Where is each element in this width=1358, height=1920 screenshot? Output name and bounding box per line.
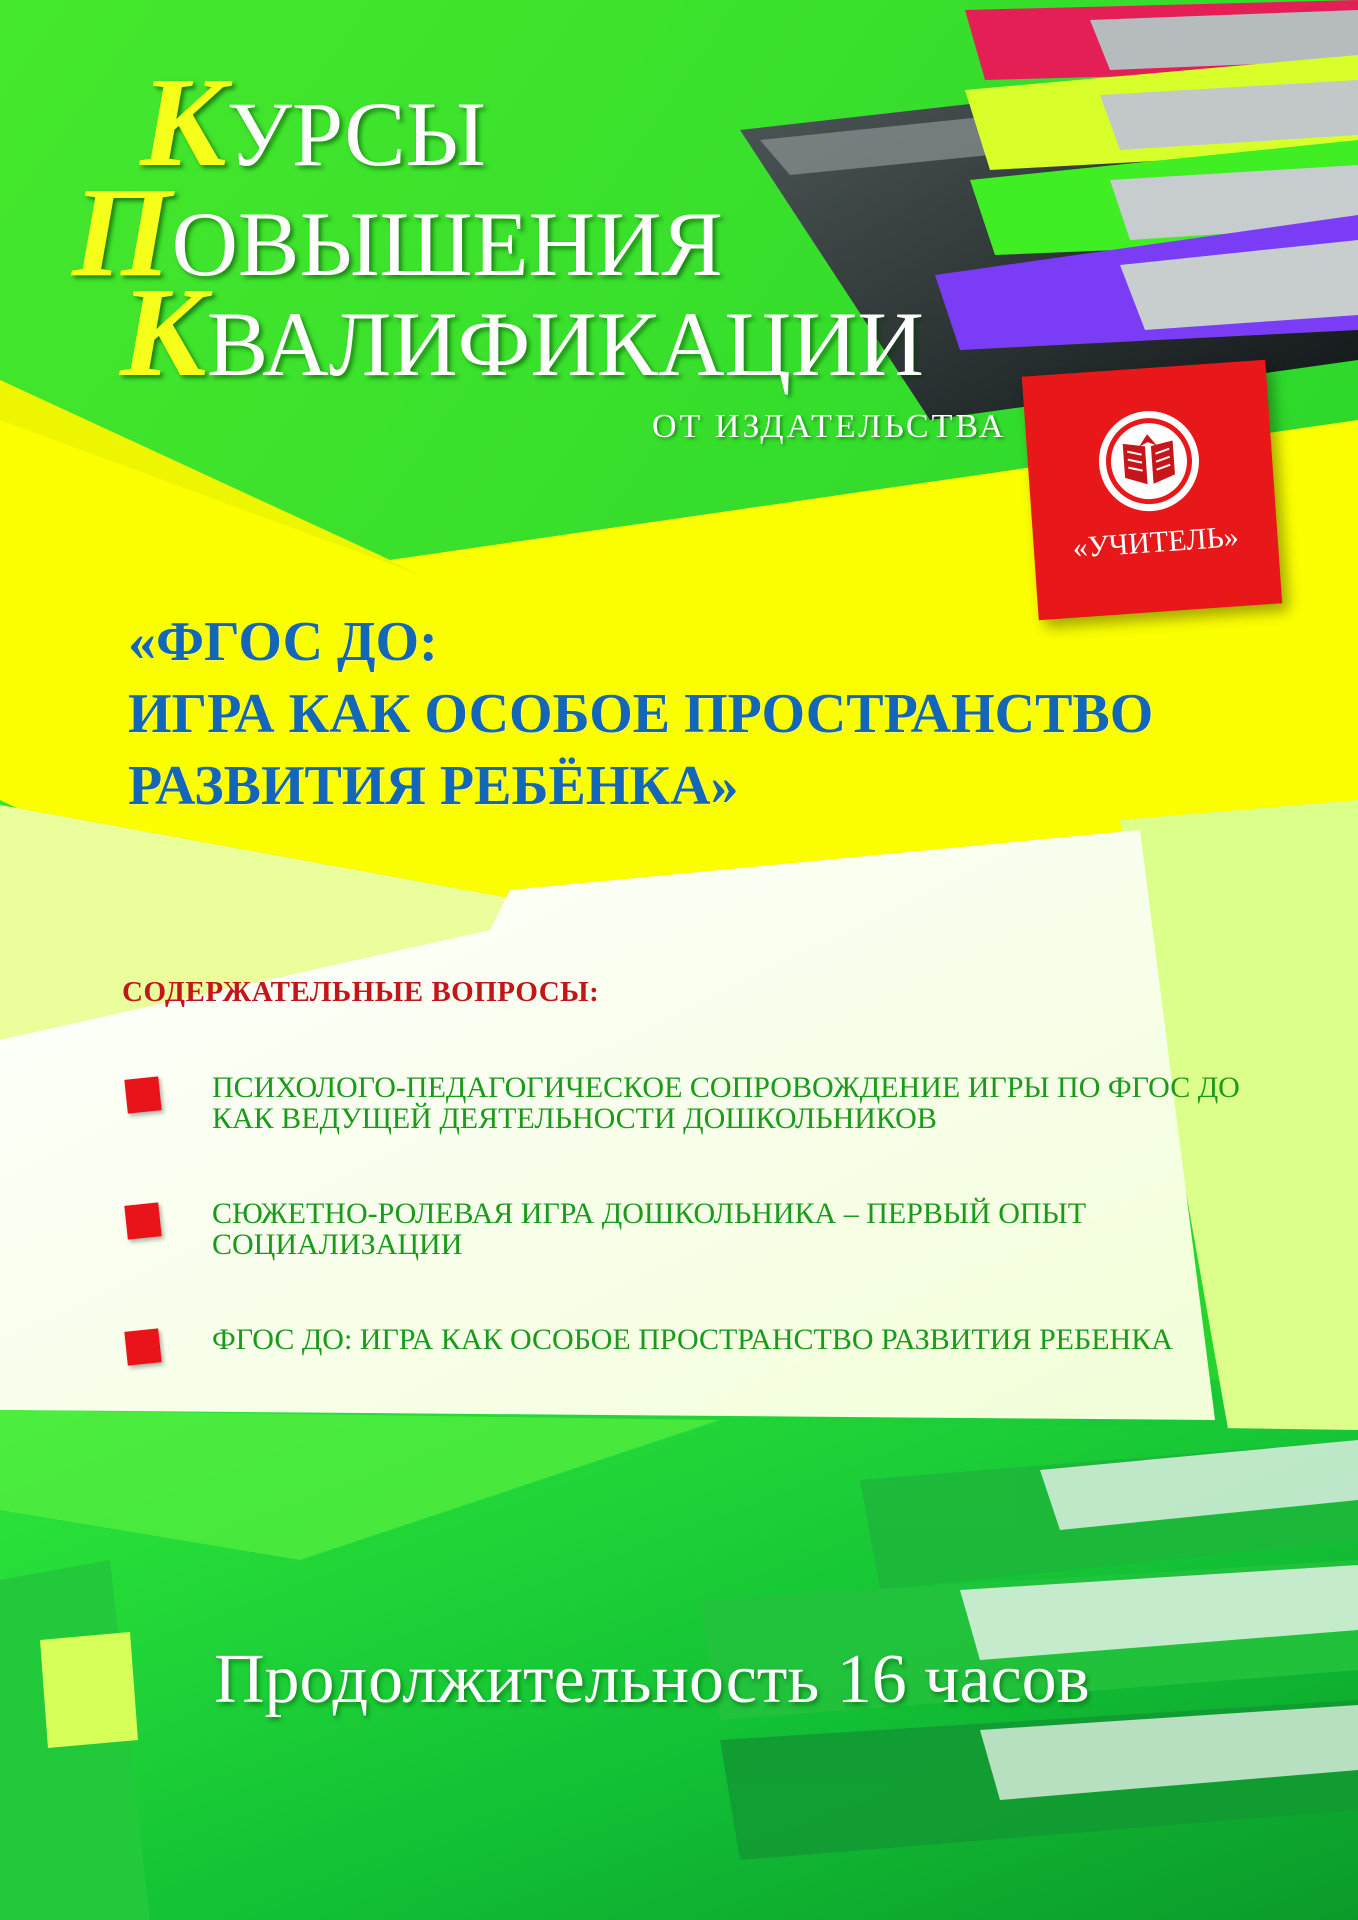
- header-initial-3: К: [120, 261, 207, 403]
- header-line-qualification: [120, 261, 924, 403]
- publisher-name: «УЧИТЕЛЬ»: [1071, 520, 1240, 565]
- course-title-line: РАЗВИТИЯ РЕБЁНКА»: [128, 755, 739, 817]
- header-initial-1: К: [140, 51, 227, 193]
- topic-text: ПСИХОЛОГО-ПЕДАГОГИЧЕСКОЕ СОПРОВОЖДЕНИЕ ИГРЫ ПО ФГОС ДО КАК ВЕДУЩЕЙ ДЕЯТЕЛЬНОСТИ ДОШКОЛЬНИКОВ: [212, 1071, 1240, 1135]
- course-title-line: ИГРА КАК ОСОБОЕ ПРОСТРАНСТВО: [128, 683, 1154, 745]
- topics-heading: СОДЕРЖАТЕЛЬНЫЕ ВОПРОСЫ:: [122, 976, 600, 1008]
- header-rest-2: ОВЫШЕНИЯ: [171, 193, 723, 295]
- topic-text: СЮЖЕТНО-РОЛЕВАЯ ИГРА ДОШКОЛЬНИКА – ПЕРВЫЙ ОПЫТ СОЦИАЛИЗАЦИИ: [212, 1197, 1087, 1261]
- header-initial-2: П: [72, 161, 172, 303]
- course-title-line: «ФГОС ДО:: [128, 611, 438, 673]
- publisher-logo: [1022, 360, 1282, 620]
- publisher-prefix: ОТ ИЗДАТЕЛЬСТВА: [652, 408, 1007, 445]
- course-title: [128, 606, 1308, 822]
- header-rest-3: ВАЛИФИКАЦИИ: [206, 293, 924, 395]
- topic-text: ФГОС ДО: ИГРА КАК ОСОБОЕ ПРОСТРАНСТВО РАЗВИТИЯ РЕБЕНКА: [212, 1323, 1173, 1356]
- red-square-bullet-icon: [124, 1202, 161, 1239]
- course-duration: Продолжительность 16 часов: [214, 1641, 1090, 1718]
- book-emblem-icon: [1090, 402, 1207, 519]
- red-square-bullet-icon: [124, 1328, 161, 1365]
- red-square-bullet-icon: [124, 1076, 161, 1113]
- header-rest-1: УРСЫ: [226, 83, 486, 185]
- header-line-courses: [140, 51, 486, 193]
